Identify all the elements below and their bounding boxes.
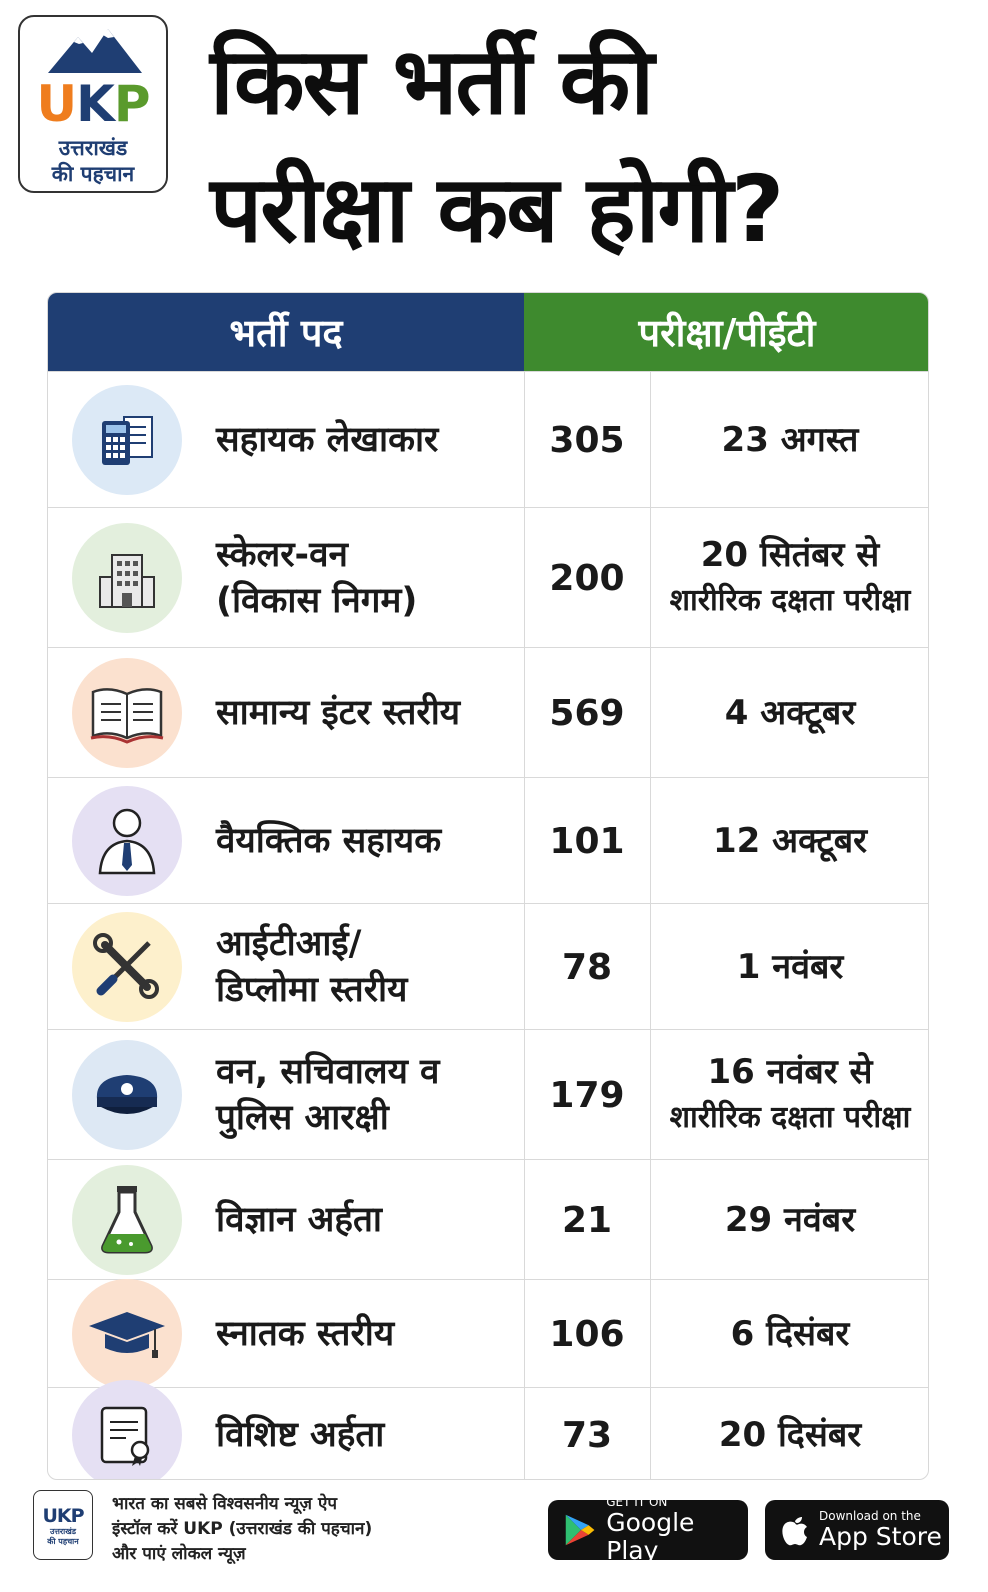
page-title-line1: किस भर्ती की	[210, 28, 653, 135]
table-row	[48, 903, 929, 1029]
exam-date-line2: शारीरिक दक्षता परीक्षा	[669, 583, 911, 618]
exam-date-line1: 20 सितंबर से	[700, 535, 880, 575]
header-exam: परीक्षा/पीईटी	[524, 293, 929, 371]
exam-date	[650, 372, 929, 508]
post-name-line1: आईटीआई/	[216, 924, 362, 964]
exam-date-line1: 1 नवंबर	[736, 947, 844, 987]
post-name-line2: (विकास निगम)	[216, 581, 418, 621]
recruitment-table	[47, 292, 929, 1480]
vacancy-count: 73	[561, 1414, 613, 1456]
post-name-line1: सामान्य इंटर स्तरीय	[216, 693, 461, 733]
building-icon	[72, 523, 182, 633]
footer-logo-sub1: उत्तराखंड	[49, 1527, 77, 1536]
footer-logo	[33, 1490, 93, 1560]
google-play-label: Google Play	[606, 1508, 695, 1565]
logo-letter-u: U	[36, 75, 77, 133]
vacancy-count: 21	[561, 1199, 613, 1241]
post-name	[216, 648, 516, 778]
app-store-small: Download on the	[819, 1509, 921, 1523]
post-name	[216, 372, 516, 508]
graduation-cap-icon	[72, 1279, 182, 1389]
logo-letter-p: P	[113, 75, 150, 133]
post-name-line1: वन, सचिवालय व	[216, 1052, 440, 1092]
exam-date	[650, 778, 929, 904]
exam-date-line1: 23 अगस्त	[721, 420, 859, 460]
post-name	[216, 1160, 516, 1280]
post-name	[216, 778, 516, 904]
apple-icon	[779, 1512, 811, 1548]
logo-wordmark	[20, 75, 166, 133]
footer-logo-sub2: की पहचान	[47, 1537, 79, 1546]
exam-date-line2: शारीरिक दक्षता परीक्षा	[669, 1100, 911, 1135]
page-title	[210, 18, 970, 274]
post-name-line1: विज्ञान अर्हता	[216, 1200, 382, 1240]
calculator-document-icon	[72, 385, 182, 495]
exam-date	[650, 648, 929, 778]
vacancy-count: 200	[549, 557, 625, 599]
table-row	[48, 647, 929, 777]
google-play-icon	[560, 1510, 598, 1550]
footer-line1: भारत का सबसे विश्वसनीय न्यूज़ ऐप	[112, 1494, 338, 1514]
certificate-icon	[72, 1380, 182, 1480]
exam-date-line1: 6 दिसंबर	[730, 1314, 850, 1354]
app-store-button[interactable]	[765, 1500, 949, 1560]
vacancy-count: 179	[549, 1074, 625, 1116]
exam-date	[650, 1388, 929, 1480]
ukp-logo	[18, 15, 168, 193]
post-name	[216, 1388, 516, 1480]
post-name-line2: डिप्लोमा स्तरीय	[216, 970, 408, 1010]
exam-date-line1: 4 अक्टूबर	[724, 693, 856, 733]
vacancy-count: 78	[561, 946, 613, 988]
table-row	[48, 1029, 929, 1159]
post-name	[216, 904, 516, 1030]
wrench-screwdriver-icon	[72, 912, 182, 1022]
table-row	[48, 507, 929, 647]
table-row	[48, 1387, 929, 1480]
google-play-button[interactable]	[548, 1495, 748, 1565]
mountain-icon	[48, 29, 142, 73]
vacancy-count: 569	[549, 692, 625, 734]
footer-line2: इंस्टॉल करें UKP (उत्तराखंड की पहचान)	[112, 1519, 373, 1539]
post-name-line1: सहायक लेखाकार	[216, 420, 439, 460]
header-post: भर्ती पद	[48, 293, 524, 371]
exam-date	[650, 1280, 929, 1388]
vacancy-count: 305	[549, 419, 625, 461]
vacancy-count: 106	[549, 1313, 625, 1355]
logo-letter-k: K	[76, 75, 114, 133]
page-title-line2: परीक्षा कब होगी?	[210, 156, 783, 263]
post-name-line1: स्नातक स्तरीय	[216, 1314, 395, 1354]
table-row	[48, 1159, 929, 1279]
footer-logo-brand: UKP	[42, 1505, 84, 1527]
exam-date	[650, 904, 929, 1030]
police-cap-icon	[72, 1040, 182, 1150]
flask-icon	[72, 1165, 182, 1275]
post-name	[216, 1030, 516, 1160]
open-book-icon	[72, 658, 182, 768]
app-store-label: App Store	[819, 1522, 942, 1551]
post-name	[216, 508, 516, 648]
exam-date-line1: 12 अक्टूबर	[712, 821, 868, 861]
post-name-line1: स्केलर-वन	[216, 535, 348, 575]
logo-subtitle-line2: की पहचान	[51, 162, 135, 186]
exam-date	[650, 508, 929, 648]
footer-promo	[112, 1492, 532, 1567]
post-name	[216, 1280, 516, 1388]
post-name-line2: पुलिस आरक्षी	[216, 1098, 389, 1138]
post-name-line1: वैयक्तिक सहायक	[216, 821, 442, 861]
logo-subtitle-line1: उत्तराखंड	[58, 136, 128, 160]
vacancy-count: 101	[549, 820, 625, 862]
table-row	[48, 777, 929, 903]
exam-date-line1: 29 नवंबर	[724, 1200, 856, 1240]
table-row	[48, 1279, 929, 1387]
exam-date-line1: 16 नवंबर से	[707, 1052, 873, 1092]
google-play-small: GET IT ON	[606, 1495, 668, 1509]
post-name-line1: विशिष्ट अर्हता	[216, 1415, 385, 1455]
exam-date-line1: 20 दिसंबर	[718, 1415, 862, 1455]
exam-date	[650, 1160, 929, 1280]
exam-date	[650, 1030, 929, 1160]
table-row	[48, 371, 929, 507]
logo-subtitle	[20, 135, 166, 187]
person-tie-icon	[72, 786, 182, 896]
footer-line3: और पाएं लोकल न्यूज़	[112, 1544, 246, 1564]
